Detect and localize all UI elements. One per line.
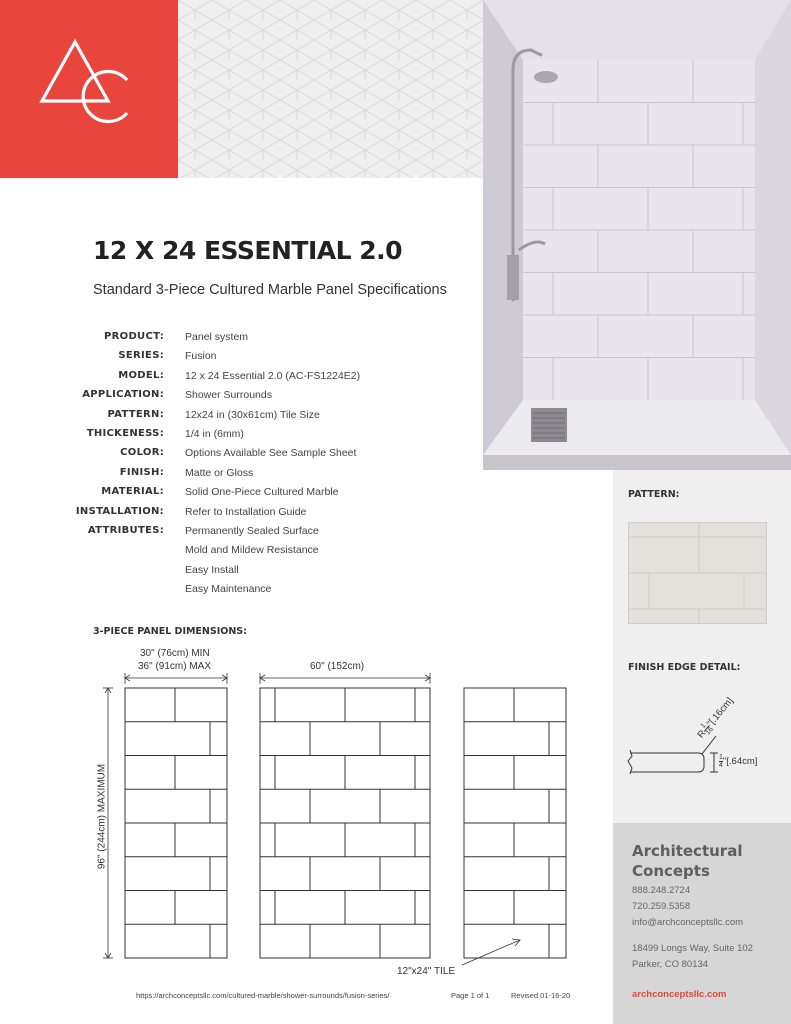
spec-label: INSTALLATION: [75, 505, 164, 517]
phone-1: 888.248.2724 [632, 885, 691, 896]
side-width-min: 30" (76cm) MIN [140, 648, 210, 659]
spec-label: APPLICATION: [82, 389, 164, 401]
edge-heading: FINISH EDGE DETAIL: [628, 662, 741, 673]
spec-value: 12x24 in (30x61cm) Tile Size [185, 408, 320, 421]
company-name [632, 841, 742, 881]
spec-label: THICKENESS: [86, 428, 164, 439]
edge-radius-num: 1 [698, 721, 709, 732]
phone-2: 720.259.5358 [632, 901, 691, 912]
spec-value: Matte or Gloss [185, 466, 254, 479]
spec-value: Shower Surrounds [185, 389, 272, 402]
spec-value: Easy Install [185, 563, 239, 576]
pattern-swatch [628, 522, 767, 624]
edge-thick-num: 1 [719, 754, 723, 761]
edge-radius-letter: R [695, 728, 709, 741]
spec-value: Solid One-Piece Cultured Marble [185, 486, 339, 499]
spec-label: ATTRIBUTES: [87, 525, 164, 536]
height-label: 96" (244cm) MAXIMUM [96, 763, 108, 870]
address-line-1: 18499 Longs Way, Suite 102 [632, 943, 753, 954]
spec-value: 12 x 24 Essential 2.0 (AC-FS1224E2) [185, 369, 361, 382]
side-width-max: 36" (91cm) MAX [138, 661, 212, 672]
spec-value: Easy Maintenance [185, 583, 272, 596]
spec-label: MATERIAL: [101, 486, 164, 498]
footer-url[interactable]: https://archconceptsllc.com/cultured-marble/shower-surrounds/fusion-series/ [136, 991, 390, 1000]
spec-value: Mold and Mildew Resistance [185, 544, 319, 557]
edge-thickness-label [719, 754, 757, 769]
website-link[interactable]: archconceptsllc.com [632, 989, 727, 1000]
spec-value: Refer to Installation Guide [185, 505, 307, 518]
email-link[interactable]: info@archconceptsllc.com [632, 917, 744, 928]
spec-label: PRODUCT: [104, 331, 164, 342]
spec-label: PATTERN: [107, 408, 164, 420]
spec-label: FINISH: [119, 466, 164, 478]
pattern-heading: PATTERN: [628, 489, 680, 500]
footer-page: Page 1 of 1 [451, 991, 490, 1000]
back-width-label: 60" (152cm) [310, 661, 365, 672]
footer-revised: Revised 01-16-20 [511, 991, 571, 1000]
edge-thick-metric: "[.64cm] [722, 756, 758, 768]
spec-value: 1/4 in (6mm) [185, 428, 244, 440]
edge-radius-metric: "[.16cm] [704, 695, 736, 730]
spec-value: Permanently Sealed Surface [185, 525, 319, 537]
address-line-2: Parker, CO 80134 [632, 959, 709, 970]
spec-value: Options Available See Sample Sheet [185, 447, 357, 460]
edge-radius-den: 16 [704, 725, 715, 737]
spec-label: COLOR: [120, 447, 164, 459]
company-name-line2: Concepts [632, 862, 710, 880]
page-subtitle: Standard 3-Piece Cultured Marble Panel Specifications [93, 282, 447, 298]
spec-label: SERIES: [118, 350, 164, 362]
spec-value: Panel system [185, 331, 249, 343]
spec-label: MODEL: [118, 369, 164, 381]
dimensions-heading: 3-PIECE PANEL DIMENSIONS: [93, 626, 247, 637]
company-name-line1: Architectural [632, 842, 743, 860]
tile-label: 12"x24" TILE [397, 966, 456, 977]
edge-thick-den: 4 [719, 762, 723, 769]
page-title: 12 X 24 ESSENTIAL 2.0 [93, 236, 403, 265]
spec-value: Fusion [185, 350, 217, 363]
